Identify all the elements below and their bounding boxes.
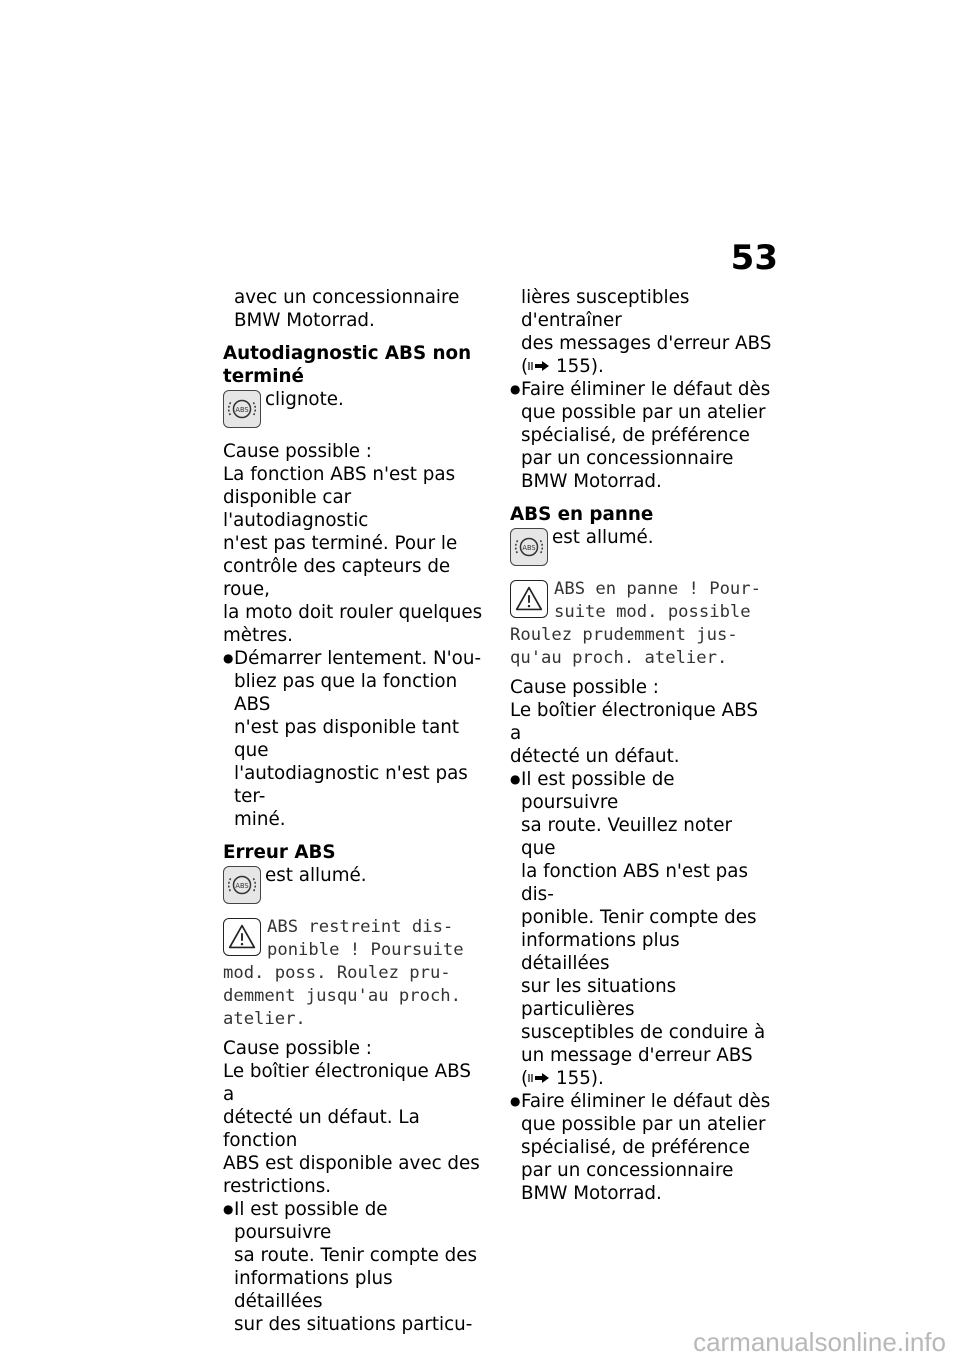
svg-text:ABS: ABS <box>235 405 249 414</box>
cause-text: Cause possible : Le boîtier électronique ABS a détecté un défaut. La fonction ABS est disponible avec des restrictions. <box>223 1038 480 1197</box>
indicator-state: est allumé. <box>265 865 367 886</box>
svg-text:ABS: ABS <box>522 543 536 552</box>
section-heading-erreur-abs: Erreur ABS <box>223 842 336 863</box>
warning-triangle-icon <box>223 918 261 956</box>
indicator-state: est allumé. <box>552 527 654 548</box>
bullet-item: ● Faire éliminer le défaut dès que possible par un atelier spécialisé, de préférence par un concessionnaire BMW Motorrad. <box>510 378 772 493</box>
watermark: carmanualsonline.info <box>693 1327 946 1357</box>
abs-warning-light-icon <box>223 390 261 428</box>
page-reference[interactable]: ( 155). <box>521 1068 604 1089</box>
indicator-row <box>223 388 485 434</box>
abs-warning-light-icon <box>510 528 548 566</box>
text-line: avec un concessionnaire <box>234 287 460 308</box>
right-column <box>510 286 772 1205</box>
cause-text: Cause possible : Le boîtier électronique ABS a détecté un défaut. <box>510 677 758 767</box>
intro-text <box>223 286 485 332</box>
section-heading-abs-en-panne: ABS en panne <box>510 504 654 525</box>
display-text: ABS en panne ! Pour- suite mod. possible <box>554 579 761 622</box>
display-text-cont: Roulez prudemment jus- qu'au proch. atelier. <box>510 625 738 668</box>
section-heading-autodiagnostic: Autodiagnostic ABS non terminé <box>223 343 472 387</box>
display-message <box>510 578 772 624</box>
display-message <box>223 916 485 962</box>
svg-text:ABS: ABS <box>235 881 249 890</box>
page-reference-arrow-icon <box>528 359 550 373</box>
page-number: 53 <box>730 238 778 278</box>
display-text: ABS restreint dis- ponible ! Poursuite <box>267 917 464 960</box>
display-text-cont: mod. poss. Roulez pru- demment jusqu'au proch. atelier. <box>223 963 461 1029</box>
warning-triangle-icon <box>510 580 548 618</box>
bullet-item: ● Faire éliminer le défaut dès que possible par un atelier spécialisé, de préférence par un concessionnaire BMW Motorrad. <box>510 1090 772 1205</box>
bullet-item: ● Il est possible de poursuivre sa route. Tenir compte des informations plus détaillées sur des situations particu- <box>223 1198 485 1336</box>
indicator-row <box>510 526 772 572</box>
bullet-continuation: lières susceptibles d'entraîner des messages d'erreur ABS ( 155). <box>521 287 772 377</box>
page-reference-arrow-icon <box>528 1071 550 1085</box>
indicator-state: clignote. <box>265 389 344 410</box>
abs-warning-light-icon <box>223 866 261 904</box>
indicator-row <box>223 864 485 910</box>
bullet-item: ● Démarrer lentement. N'ou- bliez pas que la fonction ABS n'est pas disponible tant que l'autodiagnostic n'est pas ter- miné. <box>223 647 485 831</box>
bullet-item: ● Il est possible de poursuivre sa route. Veuillez noter que la fonction ABS n'est pas dis- ponible. Tenir compte des informations plus détaillées sur les situations particulières susceptibles de conduire à un message d'erreur ABS ( 155). <box>510 768 772 1090</box>
text-line: BMW Motorrad. <box>234 310 375 331</box>
page-reference[interactable]: ( 155). <box>521 356 604 377</box>
left-column <box>223 286 485 1336</box>
cause-text: Cause possible : La fonction ABS n'est pas disponible car l'autodiagnostic n'est pas terminé. Pour le contrôle des capteurs de roue, la moto doit rouler quelques mètres. <box>223 441 483 646</box>
